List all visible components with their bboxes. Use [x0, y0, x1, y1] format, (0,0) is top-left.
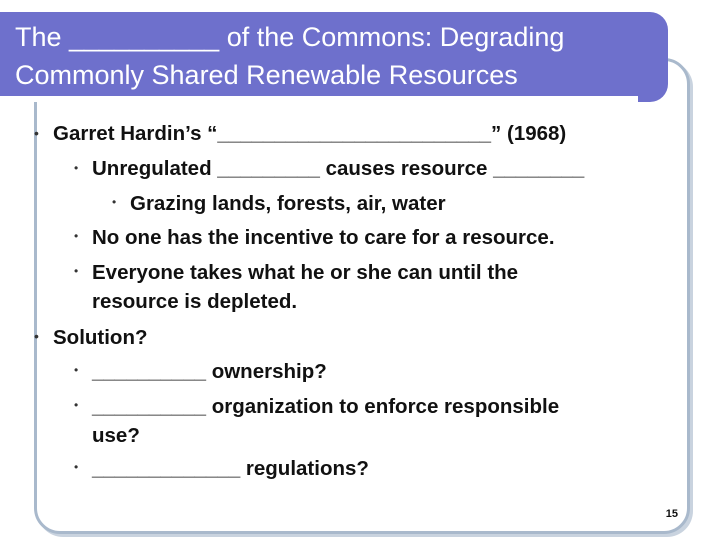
bullet-item: Everyone takes what he or she can until the [92, 261, 519, 284]
bullet-item: Grazing lands, forests, air, water [130, 192, 446, 215]
bullet-item: __________ ownership? [92, 360, 327, 383]
bullet-item: Unregulated _________ causes resource ________ [92, 157, 585, 180]
bullet-item-continuation: use? [92, 424, 140, 447]
bullet-marker: • [74, 229, 79, 243]
bullet-marker: • [74, 460, 79, 474]
bullet-item: __________ organization to enforce responsible [92, 395, 560, 418]
bullet-marker: • [74, 398, 79, 412]
bullet-marker: • [112, 195, 117, 209]
bullet-marker: • [34, 328, 39, 344]
bullet-marker: • [74, 161, 79, 175]
bullet-item: No one has the incentive to care for a resource. [92, 226, 555, 249]
slide-title-line-2: Commonly Shared Renewable Resources [15, 60, 518, 90]
bullet-item: Garret Hardin’s “________________________” (1968) [53, 122, 567, 145]
bullet-marker: • [34, 125, 39, 141]
bullet-item: _____________ regulations? [92, 457, 369, 480]
bullet-item: Solution? [53, 326, 148, 349]
bullet-item-continuation: resource is depleted. [92, 290, 298, 313]
page-number: 15 [665, 508, 678, 520]
bullet-marker: • [74, 363, 79, 377]
bullet-marker: • [74, 264, 79, 278]
slide-title-line-1: The __________ of the Commons: Degrading [15, 22, 565, 52]
